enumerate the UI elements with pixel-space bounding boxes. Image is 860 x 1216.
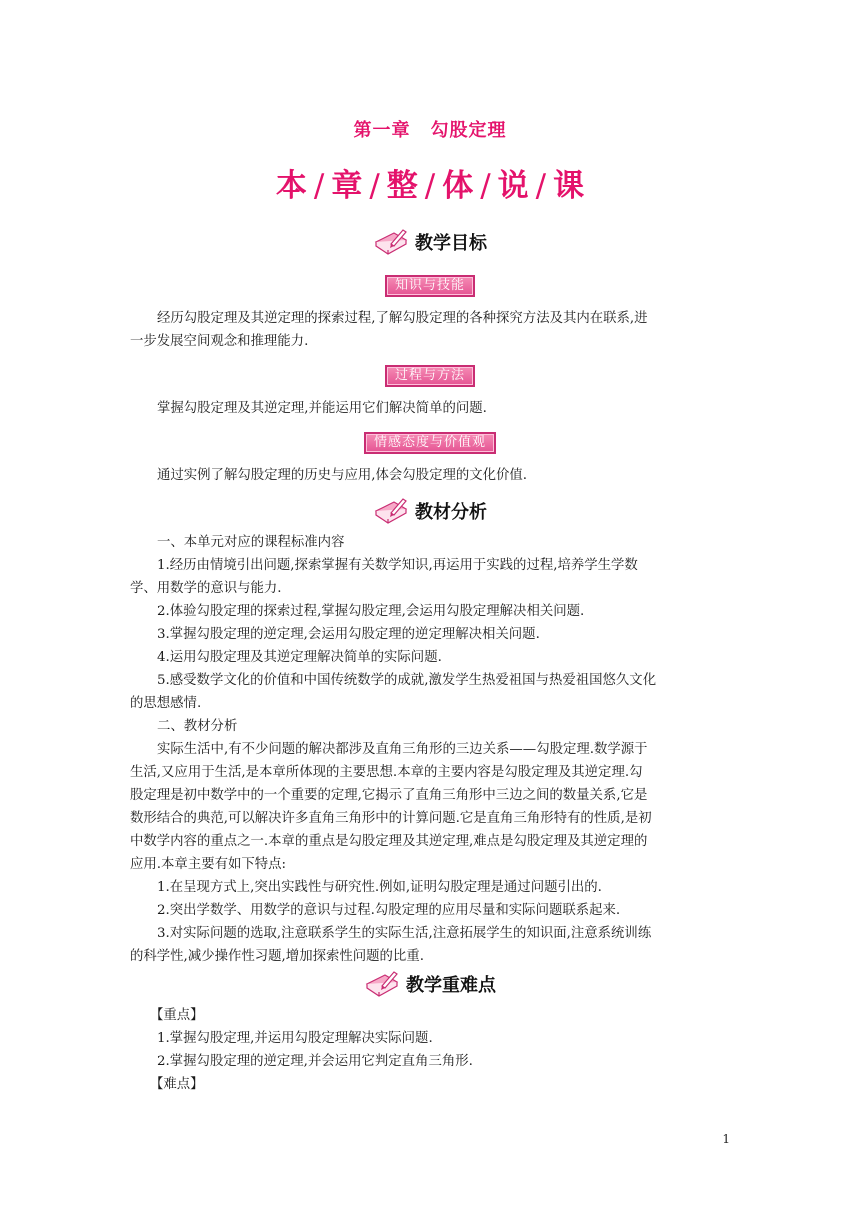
- text-line: 应用.本章主要有如下特点:: [130, 857, 287, 872]
- text-line: 的科学性,减少操作性习题,增加探索性问题的比重.: [130, 949, 424, 964]
- text-line: 一步发展空间观念和推理能力.: [130, 334, 309, 349]
- book-pencil-icon: [373, 497, 409, 525]
- text-line: 经历勾股定理及其逆定理的探索过程,了解勾股定理的各种探究方法及其内在联系,进: [157, 311, 648, 326]
- difficult-label: 【难点】: [150, 1077, 204, 1092]
- section-heading-key-points: [0, 970, 860, 1003]
- text-line: 5.感受数学文化的价值和中国传统数学的成就,激发学生热爱祖国与热爱祖国悠久文化: [157, 673, 657, 688]
- text-line: 股定理是初中数学中的一个重要的定理,它揭示了直角三角形中三边之间的数量关系,它是: [130, 788, 648, 803]
- book-pencil-icon: [373, 228, 409, 256]
- key-points-body: [130, 1004, 730, 1096]
- text-line: 2.掌握勾股定理的逆定理,并会运用它判定直角三角形.: [157, 1054, 473, 1069]
- text-line: 的思想感情.: [130, 696, 202, 711]
- text-line: 1.在呈现方式上,突出实践性与研究性.例如,证明勾股定理是通过问题引出的.: [157, 880, 602, 895]
- title-char: 说: [497, 168, 529, 204]
- text-line: 实际生活中,有不少问题的解决都涉及直角三角形的三边关系——勾股定理.数学源于: [157, 742, 648, 757]
- title-char: 本: [275, 168, 307, 204]
- text-line: 1.掌握勾股定理,并运用勾股定理解决实际问题.: [157, 1031, 433, 1046]
- title-separator: /: [535, 168, 547, 204]
- title-separator: /: [369, 168, 380, 204]
- section-heading-goals: [0, 228, 860, 261]
- text-line: 生活,又应用于生活,是本章所体现的主要思想.本章的主要内容是勾股定理及其逆定理.勾: [130, 765, 643, 780]
- paragraph: [130, 307, 730, 353]
- subsection-label: [0, 274, 860, 297]
- subsection-label-text: 知识与技能: [385, 275, 475, 297]
- subsection-label: [0, 431, 860, 454]
- text-line: 3.掌握勾股定理的逆定理,会运用勾股定理的逆定理解决相关问题.: [157, 627, 540, 642]
- title-char: 整: [386, 168, 418, 204]
- page-number: 1: [722, 1132, 730, 1146]
- title-separator: /: [424, 168, 436, 204]
- subsection-title: 一、本单元对应的课程标准内容: [157, 535, 345, 550]
- subsection-label: [0, 364, 860, 387]
- page-title: [0, 160, 860, 205]
- section-heading-text: 教材分析: [415, 502, 487, 523]
- section-heading-analysis: [0, 497, 860, 530]
- paragraph: [130, 464, 730, 487]
- text-line: 掌握勾股定理及其逆定理,并能运用它们解决简单的问题.: [157, 401, 487, 416]
- paragraph: [130, 397, 730, 420]
- title-char: 章: [331, 168, 363, 204]
- title-char: 体: [442, 168, 474, 204]
- text-line: 3.对实际问题的选取,注意联系学生的实际生活,注意拓展学生的知识面,注意系统训练: [157, 926, 652, 941]
- title-separator: /: [313, 168, 325, 204]
- section-heading-text: 教学目标: [415, 233, 487, 254]
- key-label: 【重点】: [150, 1008, 204, 1023]
- subsection-label-text: 过程与方法: [385, 365, 475, 387]
- text-line: 1.经历由情境引出问题,探索掌握有关数学知识,再运用于实践的过程,培养学生学数: [157, 558, 638, 573]
- title-char: 课: [553, 168, 585, 204]
- book-pencil-icon: [364, 970, 400, 998]
- text-line: 中数学内容的重点之一.本章的重点是勾股定理及其逆定理,难点是勾股定理及其逆定理的: [130, 834, 648, 849]
- text-line: 2.突出学数学、用数学的意识与过程.勾股定理的应用尽量和实际问题联系起来.: [157, 903, 621, 918]
- chapter-title: [0, 116, 860, 142]
- title-separator: /: [480, 168, 491, 204]
- subsection-title: 二、教材分析: [157, 719, 238, 734]
- chapter-number: 第一章: [353, 120, 411, 141]
- analysis-body: [130, 531, 730, 968]
- chapter-name: 勾股定理: [430, 120, 507, 141]
- section-heading-text: 教学重难点: [406, 975, 496, 996]
- subsection-label-text: 情感态度与价值观: [364, 432, 496, 454]
- text-line: 4.运用勾股定理及其逆定理解决简单的实际问题.: [157, 650, 442, 665]
- text-line: 学、用数学的意识与能力.: [130, 581, 282, 596]
- text-line: 数形结合的典范,可以解决许多直角三角形中的计算问题.它是直角三角形特有的性质,是初: [130, 811, 652, 826]
- text-line: 通过实例了解勾股定理的历史与应用,体会勾股定理的文化价值.: [157, 468, 528, 483]
- text-line: 2.体验勾股定理的探索过程,掌握勾股定理,会运用勾股定理解决相关问题.: [157, 604, 585, 619]
